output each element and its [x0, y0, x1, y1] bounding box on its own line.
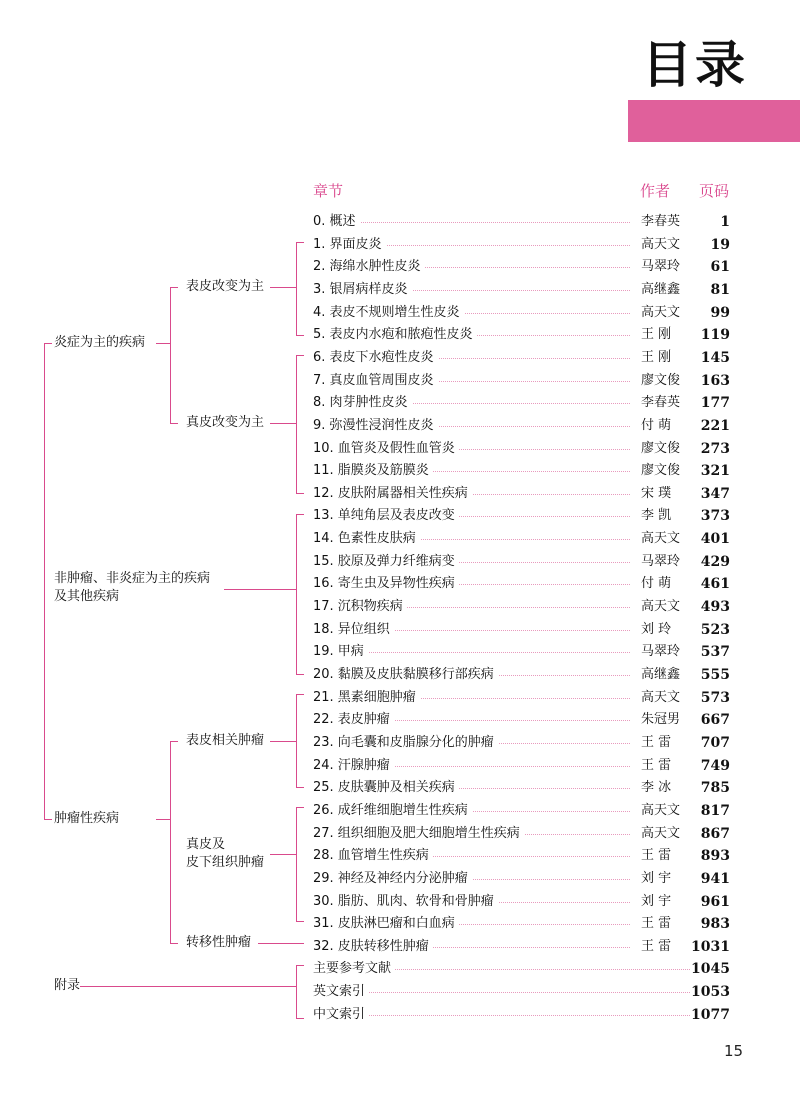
chapter-page: 61: [710, 259, 730, 276]
toc-row[interactable]: [0, 506, 800, 526]
chapter-author: 高天文: [641, 236, 681, 252]
toc-row[interactable]: [0, 212, 800, 232]
toc-row[interactable]: [0, 801, 800, 821]
toc-row[interactable]: [0, 778, 800, 798]
chapter-author: 王 雷: [641, 848, 672, 864]
chapter-title[interactable]: 8. 肉芽肿性皮炎: [313, 393, 412, 413]
page-column-header: 页码: [699, 182, 730, 200]
chapter-page: 555: [700, 667, 730, 683]
category-metastatic: 转移性肿瘤: [186, 935, 252, 950]
chapter-author: 刘 玲: [641, 621, 672, 637]
chapter-title[interactable]: 中文索引: [313, 1005, 369, 1025]
chapter-title[interactable]: 28. 血管增生性疾病: [313, 846, 433, 866]
chapter-page: 941: [700, 870, 730, 887]
chapter-title[interactable]: 7. 真皮血管周围皮炎: [313, 371, 438, 391]
chapter-author: 付 萌: [641, 417, 672, 433]
chapter-title[interactable]: 3. 银屑病样皮炎: [313, 280, 412, 300]
chapter-author: 宋 璞: [641, 485, 672, 501]
chapter-title[interactable]: 19. 甲病: [313, 642, 368, 662]
chapter-title[interactable]: 20. 黏膜及皮肤黏膜移行部疾病: [313, 665, 498, 685]
toc-row[interactable]: [0, 982, 800, 1002]
chapter-author: 高继鑫: [641, 667, 681, 682]
chapter-page: 273: [700, 440, 730, 457]
page-number: 15: [724, 1042, 744, 1060]
category-dermal-change: 真皮改变为主: [186, 415, 265, 430]
chapter-title[interactable]: 22. 表皮肿瘤: [313, 710, 394, 730]
toc-row[interactable]: [0, 325, 800, 345]
chapter-page: 961: [700, 893, 730, 910]
category-epidermal-change: 表皮改变为主: [186, 279, 265, 294]
toc-row[interactable]: [0, 348, 800, 368]
toc-row[interactable]: [0, 552, 800, 572]
toc-row[interactable]: [0, 914, 800, 934]
chapter-title[interactable]: 30. 脂肪、肌肉、软骨和骨肿瘤: [313, 892, 498, 912]
chapter-title[interactable]: 27. 组织细胞及肥大细胞增生性疾病: [313, 824, 524, 844]
chapter-page: 667: [700, 712, 730, 729]
category-non-tumor-line2: 及其他疾病: [54, 589, 120, 604]
chapter-title[interactable]: 18. 异位组织: [313, 620, 394, 640]
chapter-title[interactable]: 主要参考文献: [313, 959, 395, 979]
chapter-page: 785: [700, 780, 730, 797]
chapter-page: 573: [700, 689, 730, 706]
toc-row[interactable]: [0, 710, 800, 730]
chapter-page: 1: [720, 214, 730, 230]
toc-row[interactable]: [0, 620, 800, 640]
leader-dots: [330, 1015, 690, 1016]
chapter-page: 461: [700, 576, 730, 593]
chapter-title[interactable]: 31. 皮肤淋巴瘤和白血病: [313, 914, 459, 934]
chapter-title[interactable]: 15. 胶原及弹力纤维病变: [313, 552, 459, 572]
chapter-author: 廖文俊: [641, 463, 681, 479]
category-dermal-tumor-line1: 真皮及: [186, 837, 226, 852]
chapter-title[interactable]: 10. 血管炎及假性血管炎: [313, 439, 459, 459]
toc-row[interactable]: [0, 529, 800, 549]
toc-row[interactable]: [0, 756, 800, 776]
chapter-page: 537: [700, 644, 730, 661]
chapter-author: 王 雷: [641, 938, 672, 954]
toc-row[interactable]: [0, 484, 800, 504]
chapter-title[interactable]: 24. 汗腺肿瘤: [313, 756, 394, 776]
toc-row[interactable]: [0, 303, 800, 323]
chapter-title[interactable]: 12. 皮肤附属器相关性疾病: [313, 484, 472, 504]
chapter-title[interactable]: 1. 界面皮炎: [313, 235, 386, 255]
category-non-tumor-line1: 非肿瘤、非炎症为主的疾病: [54, 571, 211, 586]
chapter-page: 119: [700, 327, 730, 344]
category-appendix: 附录: [54, 978, 81, 993]
chapter-author: 廖文俊: [641, 372, 681, 388]
chapter-page: 817: [700, 802, 730, 819]
toc-row[interactable]: [0, 280, 800, 300]
chapter-title[interactable]: 14. 色素性皮肤病: [313, 529, 420, 549]
chapter-title[interactable]: 26. 成纤维细胞增生性疾病: [313, 801, 472, 821]
chapter-author: 李 凯: [641, 508, 672, 524]
toc-row[interactable]: [0, 597, 800, 617]
chapter-page: 19: [710, 236, 730, 253]
chapter-page: 145: [700, 349, 730, 366]
chapter-author: 李 冰: [641, 780, 672, 796]
chapter-author: 李春英: [641, 395, 681, 411]
chapter-page: 401: [700, 531, 730, 548]
leader-dots: [330, 652, 630, 653]
toc-row[interactable]: [0, 416, 800, 436]
chapter-title[interactable]: 29. 神经及神经内分泌肿瘤: [313, 869, 472, 889]
leader-dots: [330, 222, 630, 223]
chapter-author: 高天文: [641, 531, 681, 547]
chapter-page: 81: [710, 281, 730, 298]
chapter-title[interactable]: 25. 皮肤囊肿及相关疾病: [313, 778, 459, 798]
chapter-title[interactable]: 4. 表皮不规则增生性皮炎: [313, 303, 464, 323]
chapter-title[interactable]: 13. 单纯角层及表皮改变: [313, 506, 459, 526]
chapter-author: 高天文: [641, 825, 681, 841]
chapter-author: 高天文: [641, 304, 681, 320]
chapter-author: 王 刚: [641, 349, 672, 365]
chapter-author: 王 雷: [641, 757, 672, 773]
chapter-author: 高继鑫: [641, 281, 681, 297]
chapter-page: 749: [700, 757, 730, 774]
chapter-title[interactable]: 9. 弥漫性浸润性皮炎: [313, 416, 438, 436]
chapter-author: 李春英: [641, 214, 681, 229]
toc-row[interactable]: [0, 846, 800, 866]
chapter-page: 983: [700, 916, 730, 933]
chapter-title[interactable]: 23. 向毛囊和皮脂腺分化的肿瘤: [313, 733, 498, 753]
toc-row[interactable]: [0, 257, 800, 277]
chapter-author: 王 雷: [641, 734, 672, 750]
chapter-title[interactable]: 16. 寄生虫及异物性疾病: [313, 574, 459, 594]
title-band: [628, 100, 800, 142]
toc-row[interactable]: [0, 824, 800, 844]
chapter-author: 高天文: [641, 599, 681, 614]
chapter-author: 马翠玲: [641, 553, 681, 569]
category-epidermal-tumor: 表皮相关肿瘤: [186, 733, 265, 748]
chapter-title[interactable]: 0. 概述: [313, 212, 360, 232]
chapter-column-header: 章节: [313, 182, 344, 200]
chapter-page: 221: [700, 417, 730, 434]
chapter-author: 廖文俊: [641, 440, 681, 456]
chapter-page: 523: [700, 621, 730, 638]
toc-row[interactable]: [0, 937, 800, 957]
chapter-title[interactable]: 5. 表皮内水疱和脓疱性皮炎: [313, 325, 477, 345]
chapter-author: 刘 宇: [641, 893, 672, 909]
chapter-page: 893: [700, 848, 730, 865]
toc-row[interactable]: [0, 688, 800, 708]
chapter-title[interactable]: 11. 脂膜炎及筋膜炎: [313, 461, 433, 481]
chapter-author: 马翠玲: [641, 644, 681, 660]
chapter-page: 347: [700, 485, 730, 502]
toc-row[interactable]: [0, 665, 800, 685]
leader-dots: [330, 992, 690, 993]
page-title: 目录: [642, 36, 748, 94]
chapter-page: 321: [700, 463, 730, 480]
toc-row[interactable]: [0, 439, 800, 459]
toc-row[interactable]: [0, 371, 800, 391]
chapter-author: 王 雷: [641, 916, 672, 932]
toc-row[interactable]: [0, 235, 800, 255]
chapter-title[interactable]: 21. 黑素细胞肿瘤: [313, 688, 420, 708]
chapter-page: 1045: [691, 961, 730, 978]
toc-row[interactable]: [0, 959, 800, 979]
chapter-page: 373: [700, 508, 730, 525]
toc-row[interactable]: [0, 574, 800, 594]
chapter-author: 高天文: [641, 802, 681, 818]
chapter-page: 177: [700, 395, 730, 412]
chapter-page: 867: [700, 825, 730, 842]
toc-row[interactable]: [0, 642, 800, 662]
toc-row[interactable]: [0, 393, 800, 413]
chapter-page: 429: [700, 553, 730, 570]
chapter-page: 493: [700, 599, 730, 615]
chapter-title[interactable]: 2. 海绵水肿性皮炎: [313, 257, 425, 277]
toc-row[interactable]: [0, 733, 800, 753]
chapter-title[interactable]: 6. 表皮下水疱性皮炎: [313, 348, 438, 368]
toc-row[interactable]: [0, 892, 800, 912]
chapter-title[interactable]: 英文索引: [313, 982, 369, 1002]
toc-row[interactable]: [0, 1005, 800, 1025]
chapter-page: 1077: [691, 1006, 730, 1023]
toc-row[interactable]: [0, 461, 800, 481]
category-inflammatory: 炎症为主的疾病: [54, 335, 146, 350]
chapter-author: 刘 宇: [641, 870, 672, 886]
category-dermal-tumor-line2: 皮下组织肿瘤: [186, 855, 265, 870]
author-column-header: 作者: [640, 182, 671, 200]
chapter-title[interactable]: 32. 皮肤转移性肿瘤: [313, 937, 433, 957]
chapter-page: 99: [710, 304, 730, 321]
chapter-author: 付 萌: [641, 576, 672, 592]
chapter-author: 马翠玲: [641, 259, 681, 275]
chapter-author: 朱冠男: [641, 712, 681, 728]
chapter-page: 707: [700, 734, 730, 751]
chapter-author: 高天文: [641, 689, 681, 705]
chapter-page: 1031: [691, 938, 730, 955]
chapter-title[interactable]: 17. 沉积物疾病: [313, 597, 407, 617]
category-tumor: 肿瘤性疾病: [54, 811, 120, 826]
chapter-page: 163: [700, 372, 730, 389]
chapter-author: 王 刚: [641, 327, 672, 343]
chapter-page: 1053: [691, 984, 730, 1001]
toc-row[interactable]: [0, 869, 800, 889]
